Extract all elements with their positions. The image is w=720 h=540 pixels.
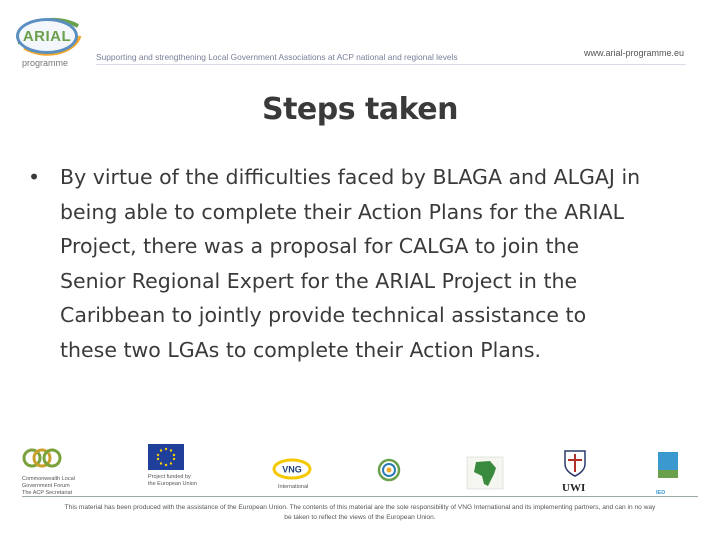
disclaimer-line: This material has been produced with the assistance of the European Union. The contents of this material are the sole responsibility of VNG International and its implementing partners, and can in no way [64, 504, 656, 511]
footer-disclaimer [22, 503, 698, 523]
logo-oval [16, 18, 78, 54]
logo-subtitle: programme [22, 58, 69, 68]
disclaimer-line: be taken to reflect the views of the European Union. [284, 514, 436, 521]
vng-logo [272, 458, 322, 491]
africa-map-icon [466, 456, 504, 490]
uwi-label: UWI [562, 482, 586, 494]
ied-icon [656, 450, 680, 486]
eu-caption-2: the European Union [148, 481, 197, 487]
eu-logo [148, 444, 218, 488]
logo-text: ARIAL [22, 27, 72, 45]
bullet-line: Caribbean to jointly provide technical assistance to [60, 303, 587, 328]
bullet-line: By virtue of the difficulties faced by BLAGA and ALGAJ in [60, 165, 641, 189]
bullet-item [28, 160, 706, 368]
clgf-caption-2: The ACP Secretariat [22, 490, 73, 496]
bullet-line: these two LGAs to complete their Action Plans. [60, 337, 542, 362]
vng-label: VNG [282, 464, 302, 475]
website-link[interactable]: www.arial-programme.eu [583, 48, 684, 58]
arial-logo[interactable] [14, 14, 84, 70]
bullet-icon: • [28, 165, 41, 189]
header-tagline: Supporting and strengthening Local Government Associations at ACP national and regional levels [96, 52, 458, 62]
bullet-line: being able to complete their Action Plans for the ARIAL [60, 199, 625, 224]
circle-emblem-icon [376, 458, 402, 488]
partner-logos [20, 444, 700, 496]
eu-flag-icon [148, 444, 184, 470]
eu-caption-1: Project funded by [148, 474, 191, 480]
uwi-logo [562, 448, 598, 494]
vng-icon [272, 458, 312, 480]
footer-divider [22, 496, 698, 497]
bullet-line: Senior Regional Expert for the ARIAL Project in the [60, 268, 578, 293]
header [0, 0, 720, 75]
uwi-crest-icon [562, 448, 588, 478]
bullet-text [60, 160, 706, 368]
partner-circle-logo [376, 458, 406, 492]
clgf-caption-1: Commonwealth Local Government Forum [22, 476, 75, 489]
ied-label: IED [656, 490, 666, 496]
slide-body [28, 160, 706, 368]
header-divider [96, 64, 686, 65]
africa-logo [466, 456, 506, 494]
ied-logo [656, 450, 692, 497]
clgf-icon [22, 444, 62, 472]
clgf-logo [22, 444, 92, 497]
slide-title: Steps taken [261, 92, 458, 127]
bullet-line: Project, there was a proposal for CALGA to join the [60, 234, 580, 259]
vng-caption: International [278, 484, 309, 490]
